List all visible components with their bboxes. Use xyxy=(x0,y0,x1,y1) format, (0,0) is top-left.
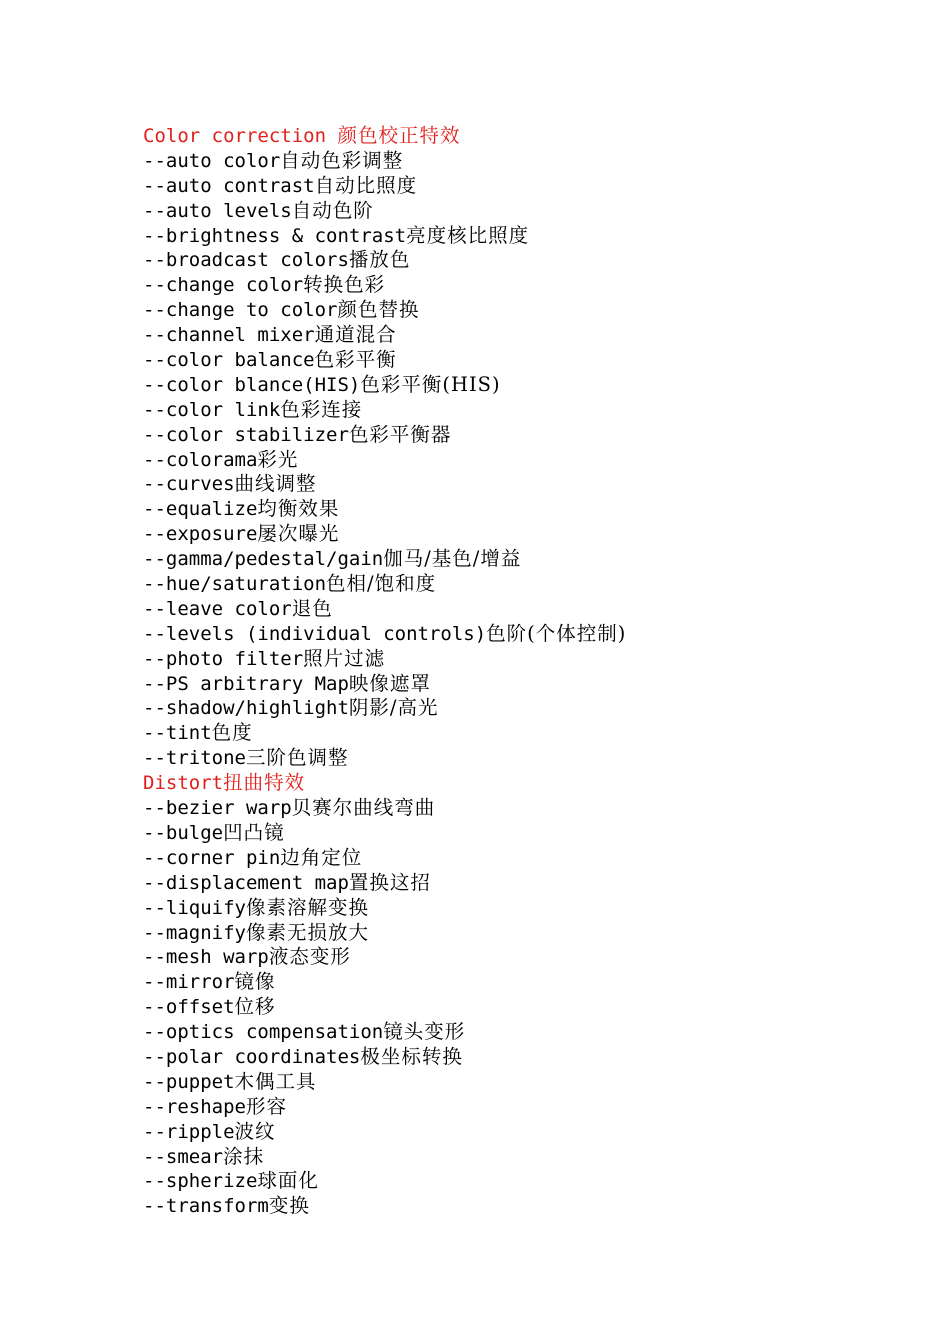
list-item xyxy=(143,373,903,398)
list-item xyxy=(143,224,903,249)
list-item xyxy=(143,846,903,871)
item-chinese: 涂抹 xyxy=(223,1144,265,1168)
section-heading-color-correction xyxy=(143,124,903,149)
list-item xyxy=(143,1145,903,1170)
list-item xyxy=(143,423,903,448)
item-english: --tint xyxy=(143,722,212,745)
list-item xyxy=(143,149,903,174)
list-item xyxy=(143,1095,903,1120)
list-item xyxy=(143,398,903,423)
list-item xyxy=(143,871,903,896)
list-item xyxy=(143,1194,903,1219)
item-chinese: 自动色阶 xyxy=(291,198,374,222)
item-english: --equalize xyxy=(143,498,258,521)
item-chinese: 均衡效果 xyxy=(257,497,340,521)
item-chinese: 变换 xyxy=(268,1194,310,1218)
item-chinese: 像素溶解变换 xyxy=(245,895,369,919)
item-chinese: 退色 xyxy=(291,596,333,620)
item-english: --levels (individual controls) xyxy=(143,622,487,645)
item-english: --transform xyxy=(143,1195,269,1218)
item-english: --curves xyxy=(143,473,235,496)
item-chinese: 色彩平衡(HIS) xyxy=(360,372,501,396)
item-chinese: 色彩平衡 xyxy=(314,348,397,372)
item-english: --liquify xyxy=(143,896,246,919)
item-english: --tritone xyxy=(143,747,246,770)
item-chinese: 镜像 xyxy=(234,970,276,994)
item-english: --photo filter xyxy=(143,647,304,670)
item-chinese: 色彩平衡器 xyxy=(348,422,452,446)
item-chinese: 木偶工具 xyxy=(234,1069,317,1093)
item-english: --ripple xyxy=(143,1120,235,1143)
list-item xyxy=(143,746,903,771)
item-chinese: 彩光 xyxy=(257,447,299,471)
heading-english: Color correction xyxy=(143,125,338,147)
list-item xyxy=(143,821,903,846)
list-item xyxy=(143,1070,903,1095)
item-chinese: 通道混合 xyxy=(314,323,397,347)
item-english: --mirror xyxy=(143,971,235,994)
item-chinese: 贝赛尔曲线弯曲 xyxy=(291,796,436,820)
item-english: --hue/saturation xyxy=(143,573,327,596)
item-english: --gamma/pedestal/gain xyxy=(143,548,384,571)
item-english: --offset xyxy=(143,996,235,1019)
list-item xyxy=(143,1120,903,1145)
item-english: --auto contrast xyxy=(143,174,315,197)
list-item xyxy=(143,1169,903,1194)
item-chinese: 屡次曝光 xyxy=(257,522,340,546)
item-chinese: 亮度核比照度 xyxy=(406,223,530,247)
item-chinese: 自动比照度 xyxy=(314,173,418,197)
item-chinese: 球面化 xyxy=(257,1169,319,1193)
document-page xyxy=(143,124,903,1219)
item-chinese: 三阶色调整 xyxy=(245,746,349,770)
section-heading-distort xyxy=(143,771,903,796)
list-item xyxy=(143,472,903,497)
item-english: --magnify xyxy=(143,921,246,944)
item-chinese: 边角定位 xyxy=(280,845,363,869)
item-english: --color link xyxy=(143,398,281,421)
list-item xyxy=(143,547,903,572)
item-chinese: 转换色彩 xyxy=(303,273,386,297)
list-item xyxy=(143,199,903,224)
item-chinese: 位移 xyxy=(234,995,276,1019)
list-item xyxy=(143,647,903,672)
item-english: --auto levels xyxy=(143,199,292,222)
list-item xyxy=(143,298,903,323)
item-english: --color balance xyxy=(143,349,315,372)
list-item xyxy=(143,995,903,1020)
list-item xyxy=(143,796,903,821)
item-chinese: 极坐标转换 xyxy=(360,1044,463,1068)
item-english: --bulge xyxy=(143,821,224,844)
item-english: --spherize xyxy=(143,1170,258,1193)
item-english: --color stabilizer xyxy=(143,423,349,446)
list-item xyxy=(143,672,903,697)
item-english: --PS arbitrary Map xyxy=(143,672,349,695)
item-english: --mesh warp xyxy=(143,946,269,969)
item-chinese: 镜头变形 xyxy=(383,1020,466,1044)
list-item xyxy=(143,721,903,746)
list-item xyxy=(143,970,903,995)
item-chinese: 置换这招 xyxy=(348,870,431,894)
item-english: --bezier warp xyxy=(143,797,292,820)
item-chinese: 波纹 xyxy=(234,1119,276,1143)
list-item xyxy=(143,522,903,547)
item-chinese: 自动色彩调整 xyxy=(280,148,404,172)
list-item xyxy=(143,1045,903,1070)
list-item xyxy=(143,323,903,348)
item-english: --color blance(HIS) xyxy=(143,373,361,396)
item-english: --change to color xyxy=(143,299,338,322)
item-english: --auto color xyxy=(143,149,281,172)
list-item xyxy=(143,896,903,921)
list-item xyxy=(143,622,903,647)
item-english: --smear xyxy=(143,1145,224,1168)
list-item xyxy=(143,273,903,298)
item-chinese: 曲线调整 xyxy=(234,472,317,496)
item-chinese: 像素无损放大 xyxy=(245,920,369,944)
item-chinese: 色彩连接 xyxy=(280,397,363,421)
item-chinese: 阴影/高光 xyxy=(348,696,439,720)
item-chinese: 颜色替换 xyxy=(337,298,420,322)
item-english: --reshape xyxy=(143,1095,246,1118)
list-item xyxy=(143,348,903,373)
list-item xyxy=(143,448,903,473)
heading-english: Distort xyxy=(143,772,224,795)
list-item xyxy=(143,174,903,199)
item-english: --exposure xyxy=(143,523,258,546)
item-english: --corner pin xyxy=(143,846,281,869)
item-english: --polar coordinates xyxy=(143,1045,361,1068)
list-item xyxy=(143,696,903,721)
item-chinese: 照片过滤 xyxy=(303,646,386,670)
heading-chinese: 扭曲特效 xyxy=(223,771,306,795)
item-english: --optics compensation xyxy=(143,1021,384,1044)
list-item xyxy=(143,497,903,522)
item-chinese: 色相/饱和度 xyxy=(326,572,437,596)
item-english: --broadcast colors xyxy=(143,249,349,272)
item-english: --displacement map xyxy=(143,871,349,894)
item-english: --colorama xyxy=(143,448,258,471)
heading-chinese: 颜色校正特效 xyxy=(337,124,461,147)
list-item xyxy=(143,1020,903,1045)
item-english: --channel mixer xyxy=(143,324,315,347)
list-item xyxy=(143,248,903,273)
list-item xyxy=(143,921,903,946)
list-item xyxy=(143,597,903,622)
item-chinese: 色阶(个体控制) xyxy=(486,621,627,645)
item-chinese: 色度 xyxy=(211,721,253,745)
list-item xyxy=(143,945,903,970)
item-chinese: 映像遮罩 xyxy=(348,671,431,695)
item-chinese: 液态变形 xyxy=(268,945,351,969)
item-english: --puppet xyxy=(143,1070,235,1093)
item-chinese: 凹凸镜 xyxy=(223,820,285,844)
item-english: --leave color xyxy=(143,597,292,620)
item-english: --change color xyxy=(143,274,304,297)
item-english: --brightness & contrast xyxy=(143,224,407,247)
item-chinese: 形容 xyxy=(245,1094,287,1118)
item-english: --shadow/highlight xyxy=(143,697,349,720)
item-chinese: 播放色 xyxy=(348,248,411,272)
list-item xyxy=(143,572,903,597)
item-chinese: 伽马/基色/增益 xyxy=(383,547,522,571)
